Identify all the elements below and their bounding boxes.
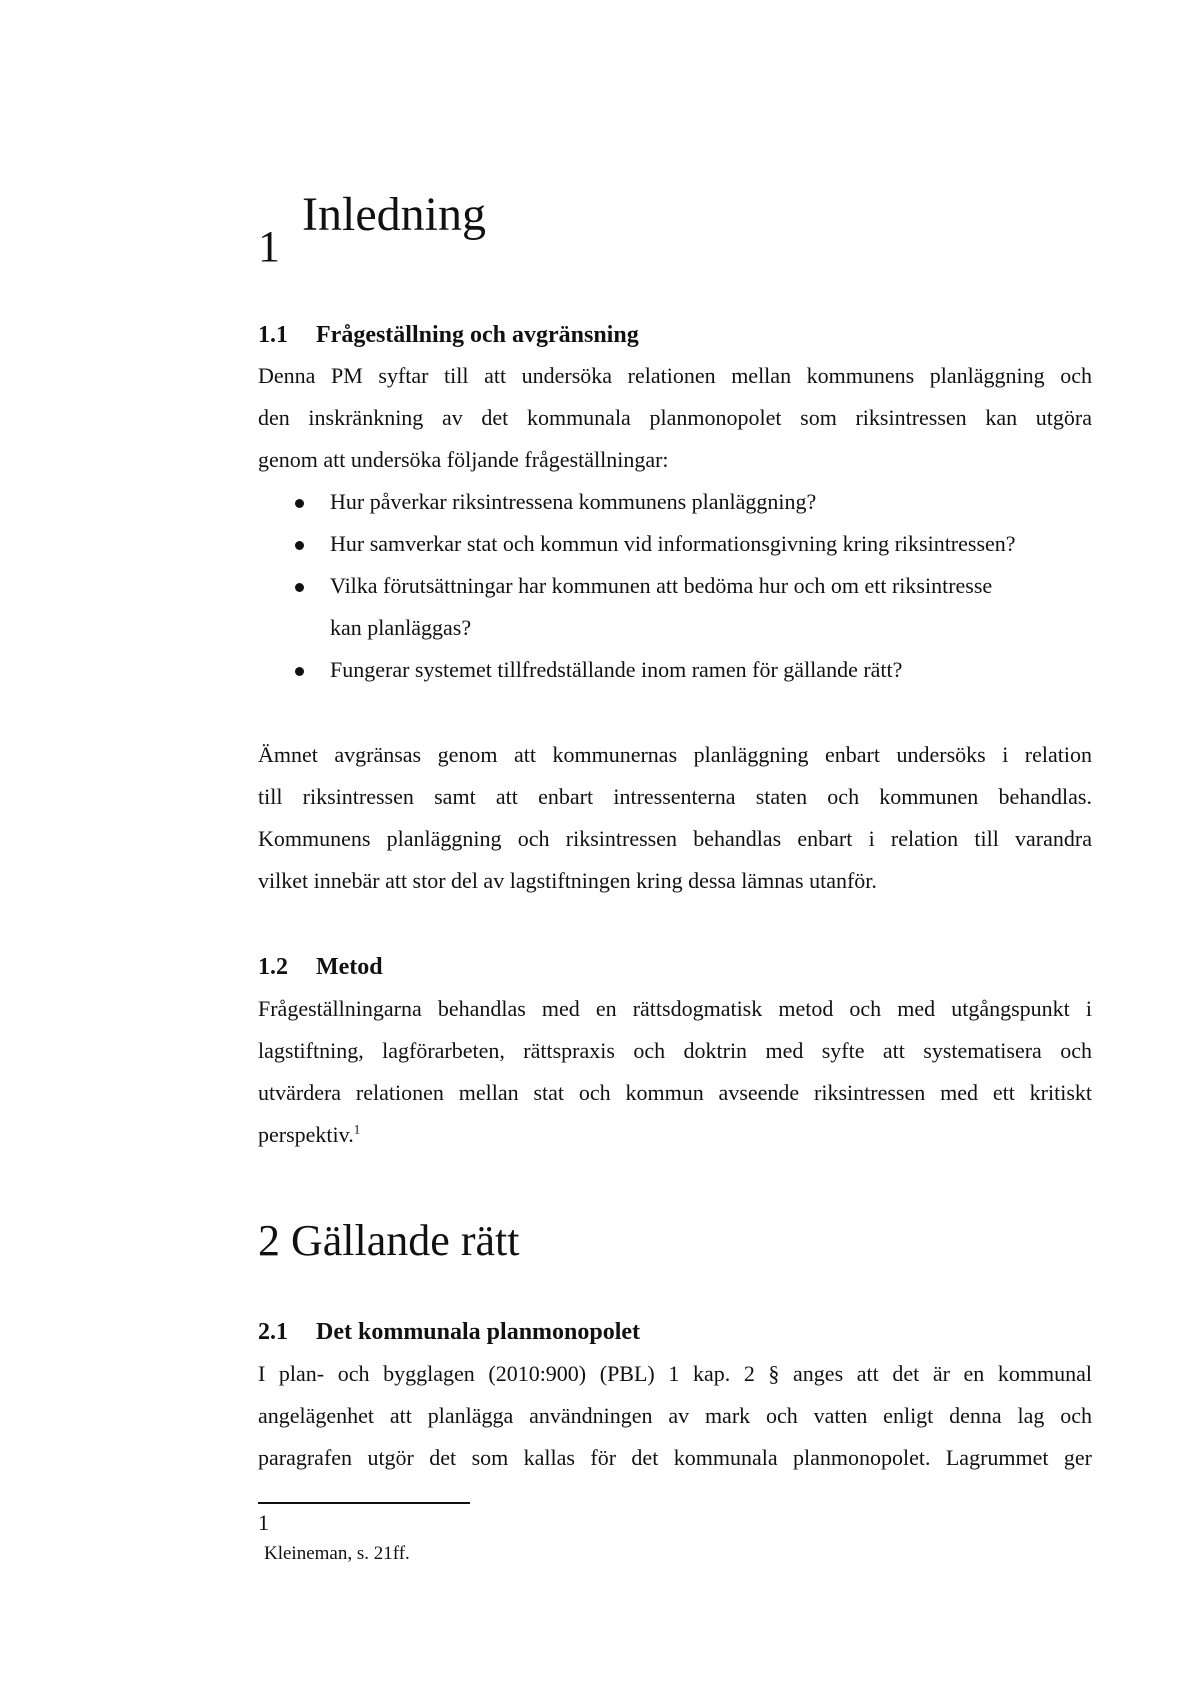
- paragraph-scope: [258, 734, 1092, 902]
- text-line: Denna PM syftar till att undersöka relationen mellan kommunens planläggning och: [258, 363, 1092, 388]
- footnote-number: 1: [258, 1510, 269, 1535]
- section-number: 2.1: [258, 1319, 288, 1345]
- text-line: Frågeställningarna behandlas med en rättsdogmatisk metod och med utgångspunkt i: [258, 996, 1092, 1021]
- text-line: Ämnet avgränsas genom att kommunernas planläggning enbart undersöks i relation: [258, 742, 1092, 767]
- footnote-separator: [258, 1502, 470, 1504]
- paragraph-intro: [258, 355, 1092, 481]
- bullet-icon: [295, 667, 304, 676]
- chapter-number: 1: [258, 222, 280, 271]
- text-line: utvärdera relationen mellan stat och kommun avseende riksintressen med ett kritiskt: [258, 1080, 1092, 1105]
- list-item-continuation: [258, 607, 1092, 649]
- text-line: vilket innebär att stor del av lagstiftningen kring dessa lämnas utanför.: [258, 868, 877, 893]
- paragraph-planmonopol: [258, 1353, 1092, 1479]
- section-heading-2-1: [258, 1317, 640, 1347]
- text-line-content: perspektiv.: [258, 1122, 354, 1147]
- chapter-title: Inledning: [302, 188, 486, 241]
- text-line: [258, 1114, 1092, 1156]
- bullet-icon: [295, 541, 304, 550]
- section-heading-1-1: [258, 320, 639, 350]
- text-line: genom att undersöka följande frågeställningar:: [258, 447, 669, 472]
- question-list: [258, 481, 1092, 691]
- chapter-heading-2: 2 Gällande rätt: [258, 1216, 520, 1265]
- list-item-text: kan planläggas?: [330, 615, 472, 640]
- section-title: Det kommunala planmonopolet: [316, 1319, 641, 1345]
- list-item-text: Vilka förutsättningar har kommunen att bedöma hur och om ett riksintresse: [330, 573, 993, 598]
- list-item: [258, 523, 1092, 565]
- text-line: I plan- och bygglagen (2010:900) (PBL) 1 kap. 2 § anges att det är en kommunal: [258, 1361, 1092, 1386]
- text-line: den inskränkning av det kommunala planmonopolet som riksintressen kan utgöra: [258, 405, 1092, 430]
- section-title: Frågeställning och avgränsning: [316, 322, 639, 348]
- list-item-text: Hur samverkar stat och kommun vid informationsgivning kring riksintressen?: [330, 531, 1016, 556]
- paragraph-method: [258, 988, 1092, 1156]
- footnote-text: Kleineman, s. 21ff.: [264, 1543, 410, 1564]
- list-item: [258, 481, 1092, 523]
- text-line: till riksintressen samt att enbart intressenterna staten och kommunen behandlas.: [258, 784, 1092, 809]
- chapter-heading-1: [258, 188, 1092, 278]
- text-line: angelägenhet att planlägga användningen av mark och vatten enligt denna lag och: [258, 1403, 1092, 1428]
- section-title: Metod: [316, 954, 383, 980]
- section-number: 1.1: [258, 322, 288, 348]
- list-item: [258, 649, 1092, 691]
- list-item: [258, 565, 1092, 607]
- text-line: paragrafen utgör det som kallas för det kommunala planmonopolet. Lagrummet ger: [258, 1445, 1092, 1470]
- text-line: Kommunens planläggning och riksintressen behandlas enbart i relation till varandra: [258, 826, 1092, 851]
- footnote-reference[interactable]: 1: [353, 1121, 361, 1137]
- bullet-icon: [295, 499, 304, 508]
- section-heading-1-2: [258, 952, 383, 982]
- list-item-text: Hur påverkar riksintressena kommunens planläggning?: [330, 489, 817, 514]
- list-item-text: Fungerar systemet tillfredställande inom ramen för gällande rätt?: [330, 657, 903, 682]
- text-line: lagstiftning, lagförarbeten, rättspraxis och doktrin med syfte att systematisera och: [258, 1038, 1092, 1063]
- bullet-icon: [295, 583, 304, 592]
- section-number: 1.2: [258, 954, 288, 980]
